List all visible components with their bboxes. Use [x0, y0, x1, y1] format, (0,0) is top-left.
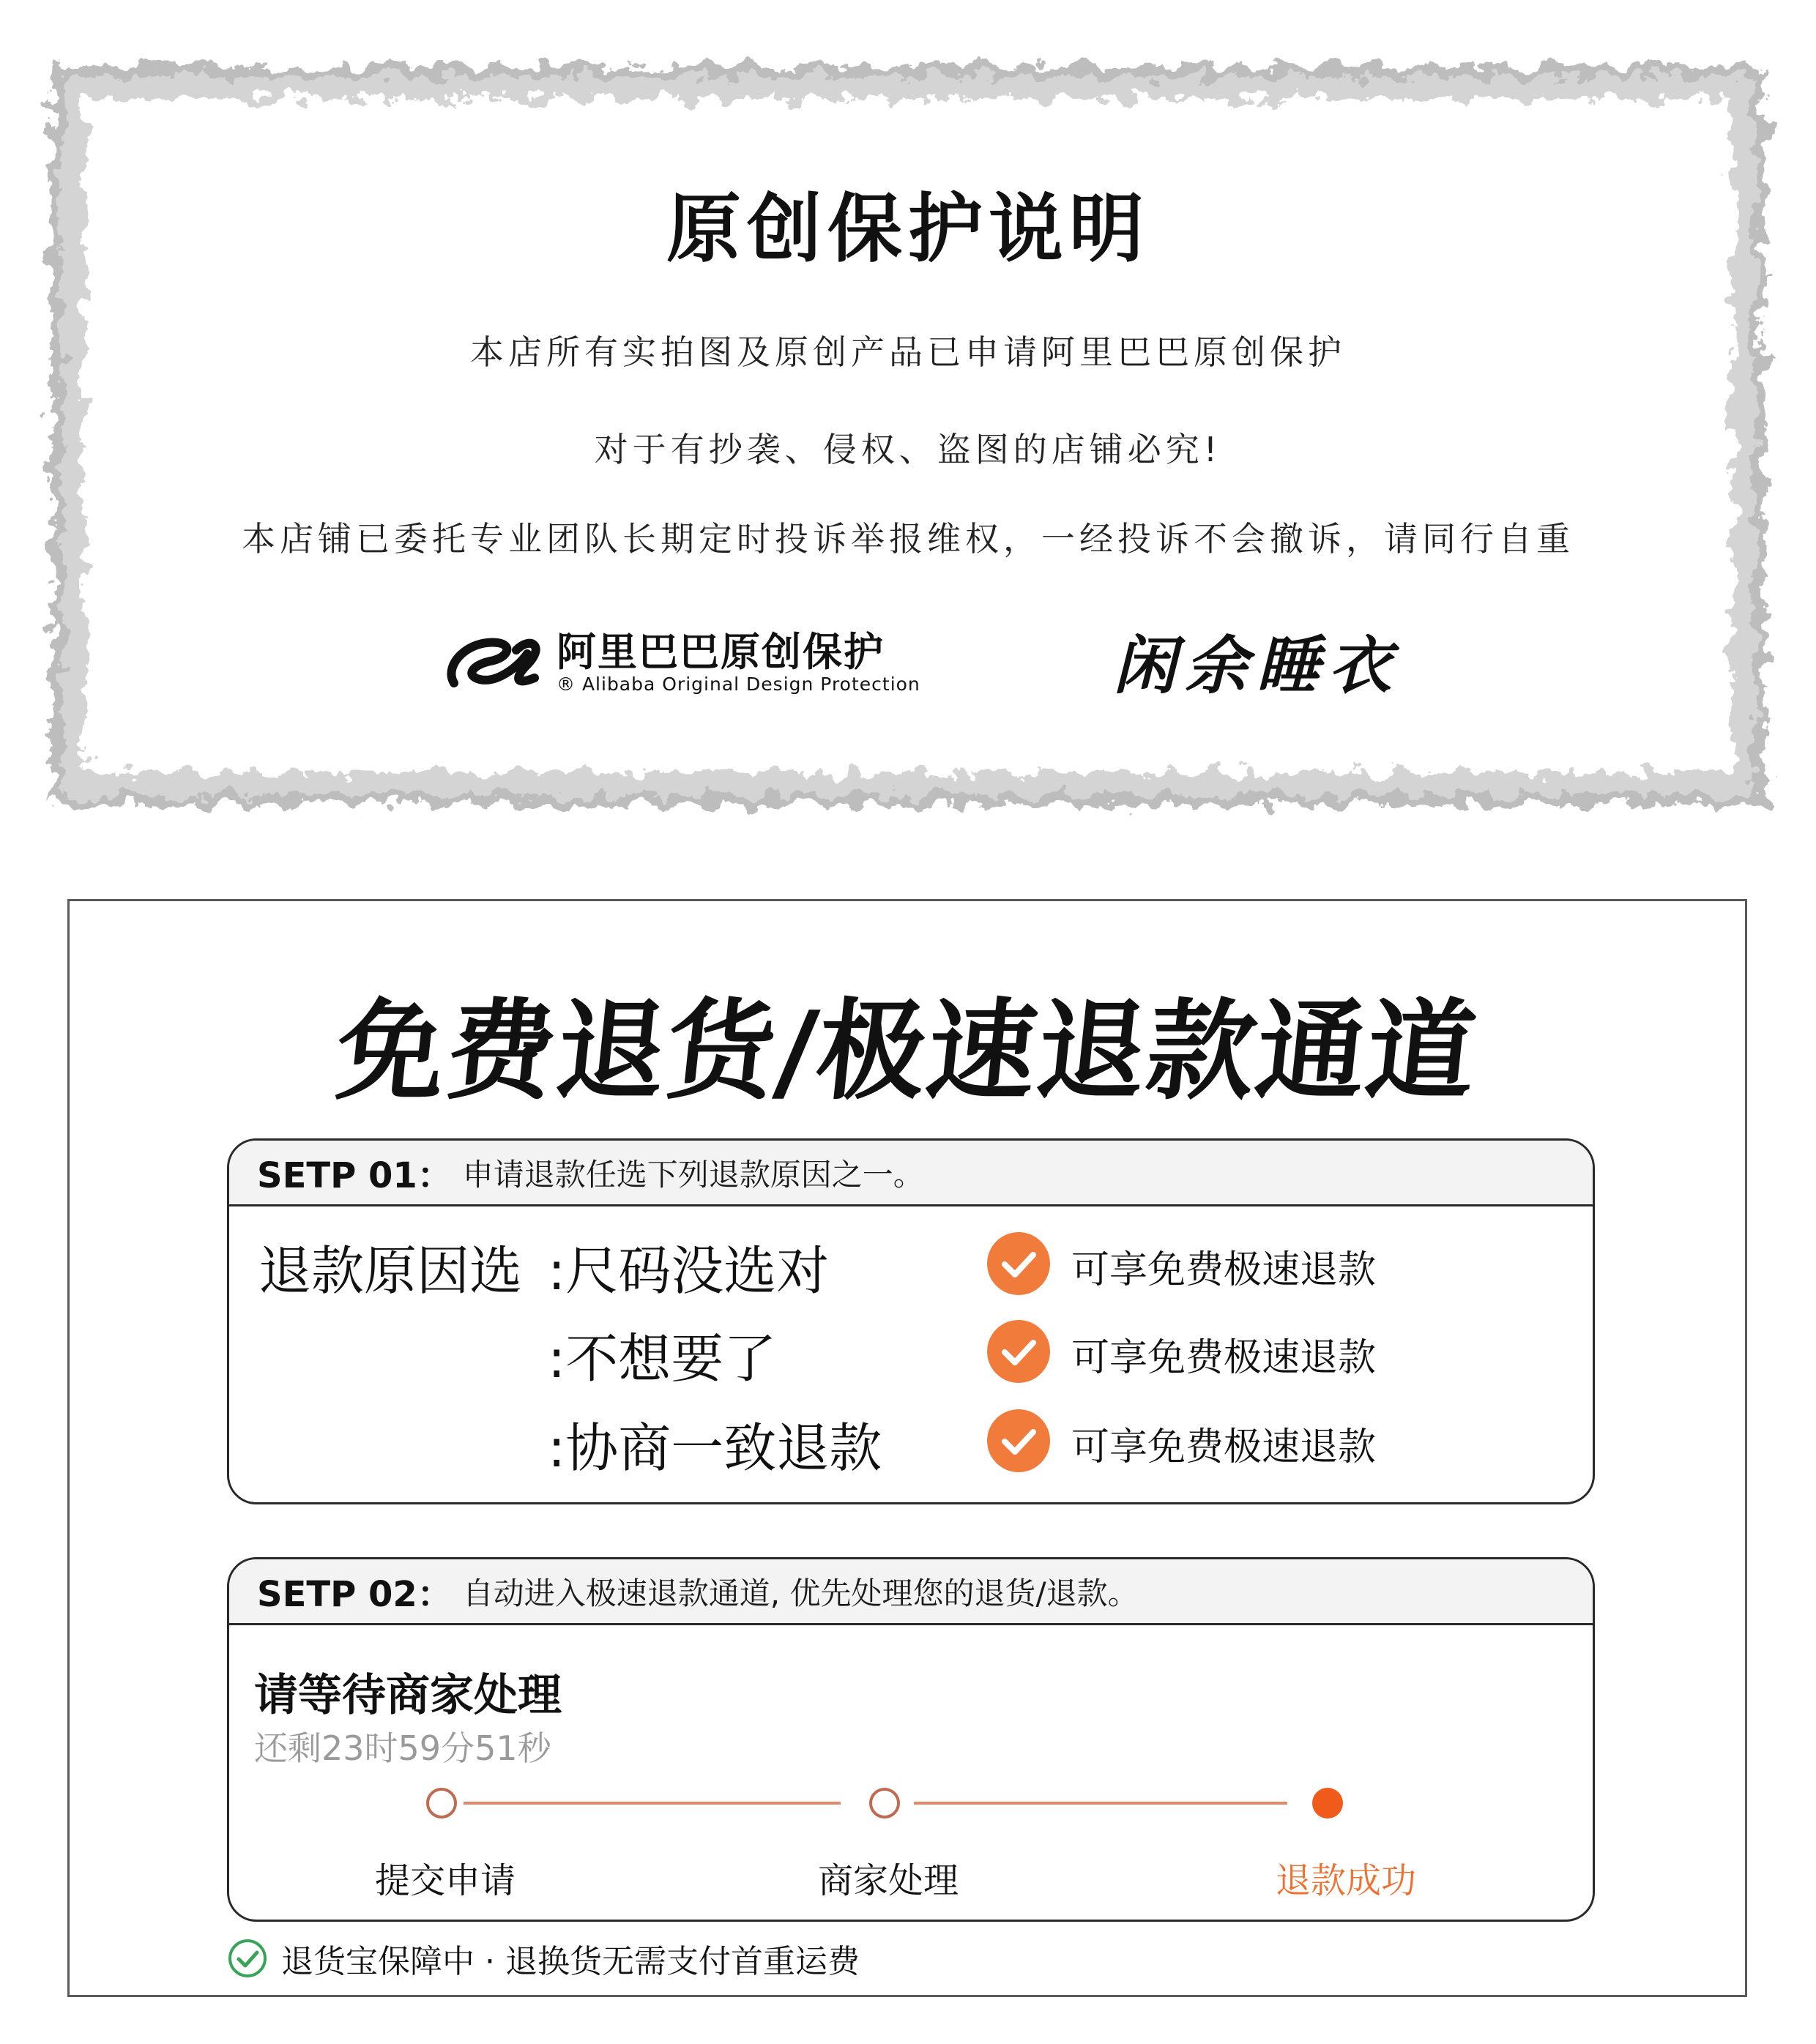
step-02-header: [229, 1559, 1593, 1625]
check-circle-icon: [987, 1320, 1050, 1383]
shield-check-icon: [227, 1938, 268, 1979]
reason-benefit: 可享免费极速退款: [1071, 1425, 1377, 1469]
reason-text: :不想要了: [548, 1328, 777, 1390]
progress-track: [229, 1779, 1595, 1852]
notice-title: 原创保护说明: [666, 186, 1150, 273]
reason-row: [229, 1316, 1595, 1397]
progress-step-label-active: 退款成功: [1275, 1860, 1417, 1901]
check-circle-icon: [987, 1409, 1050, 1472]
step-02-card: [227, 1557, 1595, 1922]
alibaba-logo-icon: [439, 621, 549, 701]
countdown-timer: 还剩23时59分51秒: [254, 1728, 551, 1768]
reason-row: [229, 1228, 1595, 1309]
wait-title: 请等待商家处理: [254, 1670, 562, 1721]
step-01-header: [229, 1141, 1593, 1206]
reason-text: :协商一致退款: [548, 1417, 882, 1479]
refund-progress-tracker: [229, 1779, 1595, 1911]
return-guarantee: [227, 1933, 860, 1984]
step-01-card: [227, 1138, 1595, 1504]
step-01-desc: 申请退款任选下列退款原因之一。: [462, 1156, 924, 1193]
alibaba-logo-cn-text: 阿里巴巴原创保护: [557, 629, 885, 675]
reason-prefix-label: 退款原因选: [258, 1240, 523, 1302]
step-01-code: SETP 01：: [257, 1155, 453, 1196]
progress-step-label: 提交申请: [374, 1860, 516, 1901]
step-02-code: SETP 02：: [257, 1574, 453, 1615]
progress-node-icon: [871, 1789, 898, 1817]
notice-line-1: 本店所有实拍图及原创产品已申请阿里巴巴原创保护: [470, 332, 1346, 372]
alibaba-logo-en-text: ® Alibaba Original Design Protection: [557, 674, 920, 695]
reason-row: [229, 1406, 1595, 1486]
progress-step-label: 商家处理: [817, 1860, 959, 1901]
progress-node-active-icon: [1312, 1788, 1343, 1819]
reason-text: :尺码没选对: [548, 1240, 830, 1302]
refund-title: 免费退货/极速退款通道: [330, 988, 1484, 1114]
step-02-desc: 自动进入极速退款通道, 优先处理您的退货/退款。: [462, 1575, 1139, 1611]
alibaba-protection-logo: [439, 621, 920, 701]
check-circle-icon: [987, 1232, 1050, 1295]
reason-benefit: 可享免费极速退款: [1071, 1248, 1377, 1292]
progress-node-icon: [428, 1789, 455, 1817]
notice-line-2: 对于有抄袭、侵权、盗图的店铺必究!: [594, 430, 1222, 469]
guarantee-text: 退货宝保障中 · 退换货无需支付首重运费: [281, 1943, 860, 1980]
notice-line-3: 本店铺已委托专业团队长期定时投诉举报维权，一经投诉不会撤诉，请同行自重: [242, 519, 1574, 559]
shop-name-signature: 闲余睡衣: [1113, 629, 1400, 703]
reason-benefit: 可享免费极速退款: [1071, 1336, 1377, 1380]
